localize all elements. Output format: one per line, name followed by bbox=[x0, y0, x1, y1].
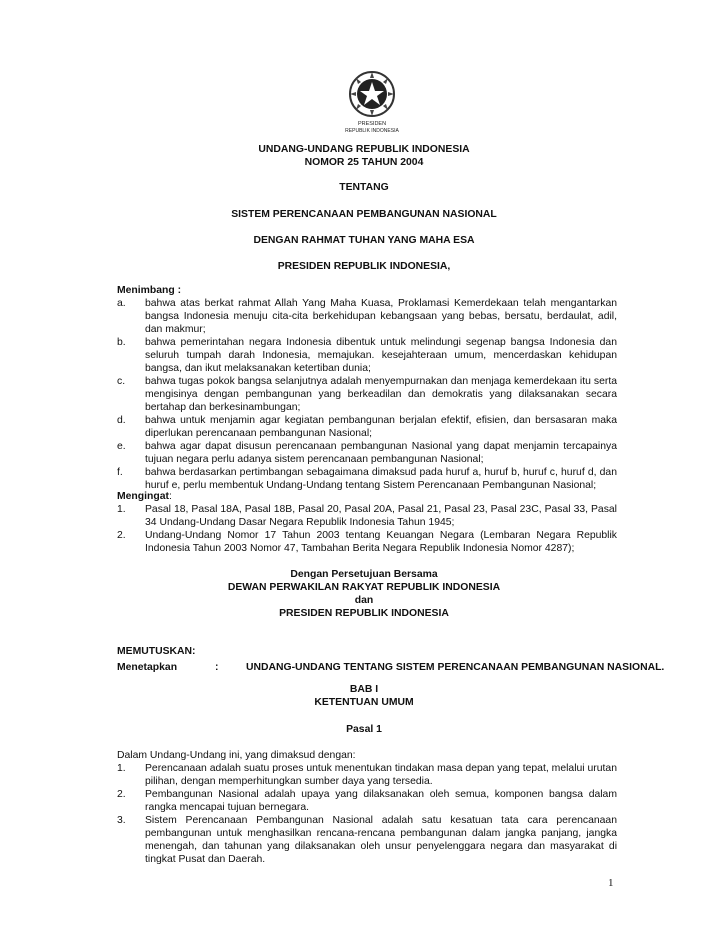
pasal1-list bbox=[117, 762, 617, 866]
list-item: a. bahwa atas berkat rahmat Allah Yang Maha Kuasa, Proklamasi Kemerdekaan telah mengantarkan bangsa Indonesia menuju cita-cita berkehidupan kebangsaan yang bebas, bersatu, berdaulat, adil, dan makmur; bbox=[117, 298, 617, 335]
persetujuan-line-2: DEWAN PERWAKILAN RAKYAT REPUBLIK INDONESIA bbox=[227, 582, 501, 593]
garuda-star-emblem-icon bbox=[333, 68, 411, 136]
menimbang-list bbox=[117, 297, 617, 492]
persetujuan-line-1: Dengan Persetujuan Bersama bbox=[290, 569, 438, 580]
list-item: 1. Perencanaan adalah suatu proses untuk menentukan tindakan masa depan yang tepat, melalui urutan pilihan, dengan memperhitungkan sumber daya yang tersedia. bbox=[117, 763, 617, 787]
law-title bbox=[0, 143, 728, 169]
page-number: 1 bbox=[608, 877, 614, 889]
menetapkan-colon: : bbox=[215, 662, 219, 673]
svg-text:PRESIDEN: PRESIDEN bbox=[357, 121, 387, 127]
memutuskan-label: MEMUTUSKAN: bbox=[117, 646, 196, 657]
pasal-heading: Pasal 1 bbox=[346, 724, 382, 735]
list-item: d. bahwa untuk menjamin agar kegiatan pembangunan berjalan efektif, efisien, dan bersasaran maka diperlukan perencanaan pembangunan Nasional; bbox=[117, 415, 617, 439]
presiden-heading: PRESIDEN REPUBLIK INDONESIA, bbox=[277, 261, 451, 272]
list-item: b. bahwa pemerintahan negara Indonesia dibentuk untuk melindungi segenap bangsa Indonesia dan seluruh tumpah darah Indonesia, memajukan. kesejahteraan umum, mencerdaskan kehidupan bangsa, dan ikut melaksanakan ketertiban dunia; bbox=[117, 337, 617, 374]
bab-title: KETENTUAN UMUM bbox=[314, 697, 414, 708]
list-item: 3. Sistem Perencanaan Pembangunan Nasional adalah satu kesatuan tata cara perencanaan pembangunan untuk menghasilkan rencana-rencana pembangunan dalam jangka panjang, jangka menengah, dan tahunan yang dilaksanakan oleh unsur penyelenggara negara dan masyarakat di tingkat Pusat dan Daerah. bbox=[117, 815, 617, 865]
list-item: 2. Undang-Undang Nomor 17 Tahun 2003 tentang Keuangan Negara (Lembaran Negara Republik Indonesia Tahun 2003 Nomor 47, Tambahan Berita Negara Republik Indonesia Nomor 4287); bbox=[117, 530, 617, 554]
persetujuan-line-3: dan bbox=[354, 595, 374, 606]
list-item: c. bahwa tugas pokok bangsa selanjutnya adalah menyempurnakan dan menjaga kemerdekaan itu serta mengisinya dengan pembangunan yang berkeadilan dan demokratis yang dilaksanakan secara bertahap dan berkesinambungan; bbox=[117, 376, 617, 413]
menetapkan-value: UNDANG-UNDANG TENTANG SISTEM PERENCANAAN PEMBANGUNAN NASIONAL. bbox=[246, 662, 665, 673]
mengingat-list bbox=[117, 503, 617, 555]
svg-text:REPUBLIK INDONESIA: REPUBLIK INDONESIA bbox=[345, 128, 399, 134]
title-line-1: UNDANG-UNDANG REPUBLIK INDONESIA bbox=[258, 144, 470, 155]
presidential-emblem bbox=[333, 68, 411, 136]
title-line-2: NOMOR 25 TAHUN 2004 bbox=[304, 157, 424, 168]
rahmat-heading: DENGAN RAHMAT TUHAN YANG MAHA ESA bbox=[253, 235, 475, 246]
list-item: f. bahwa berdasarkan pertimbangan sebagaimana dimaksud pada huruf a, huruf b, huruf c, huruf d, dan huruf e, perlu membentuk Undang-Undang tentang Sistem Perencanaan Pembangunan Nasional; bbox=[117, 467, 617, 491]
pasal1-intro: Dalam Undang-Undang ini, yang dimaksud dengan: bbox=[117, 750, 356, 761]
bab-number: BAB I bbox=[349, 684, 379, 695]
persetujuan-block bbox=[0, 568, 728, 620]
list-item: e. bahwa agar dapat disusun perencanaan pembangunan Nasional yang dapat menjamin tercapainya tujuan negara perlu adanya sistem perencanaan pembangunan Nasional; bbox=[117, 441, 617, 465]
subject-heading: SISTEM PERENCANAAN PEMBANGUNAN NASIONAL bbox=[231, 209, 497, 220]
mengingat-label: Mengingat: bbox=[117, 491, 172, 502]
list-item: 1. Pasal 18, Pasal 18A, Pasal 18B, Pasal 20, Pasal 20A, Pasal 21, Pasal 23, Pasal 23C, Pasal 33, Pasal 34 Undang-Undang Dasar Negara Republik Indonesia Tahun 1945; bbox=[117, 504, 617, 528]
menimbang-label: Menimbang : bbox=[117, 285, 182, 296]
list-item: 2. Pembangunan Nasional adalah upaya yang dilaksanakan oleh semua, komponen bangsa dalam rangka mencapai tujuan bernegara. bbox=[117, 789, 617, 813]
menetapkan-label: Menetapkan bbox=[117, 662, 178, 673]
persetujuan-line-4: PRESIDEN REPUBLIK INDONESIA bbox=[279, 608, 449, 619]
tentang-heading: TENTANG bbox=[339, 182, 389, 193]
